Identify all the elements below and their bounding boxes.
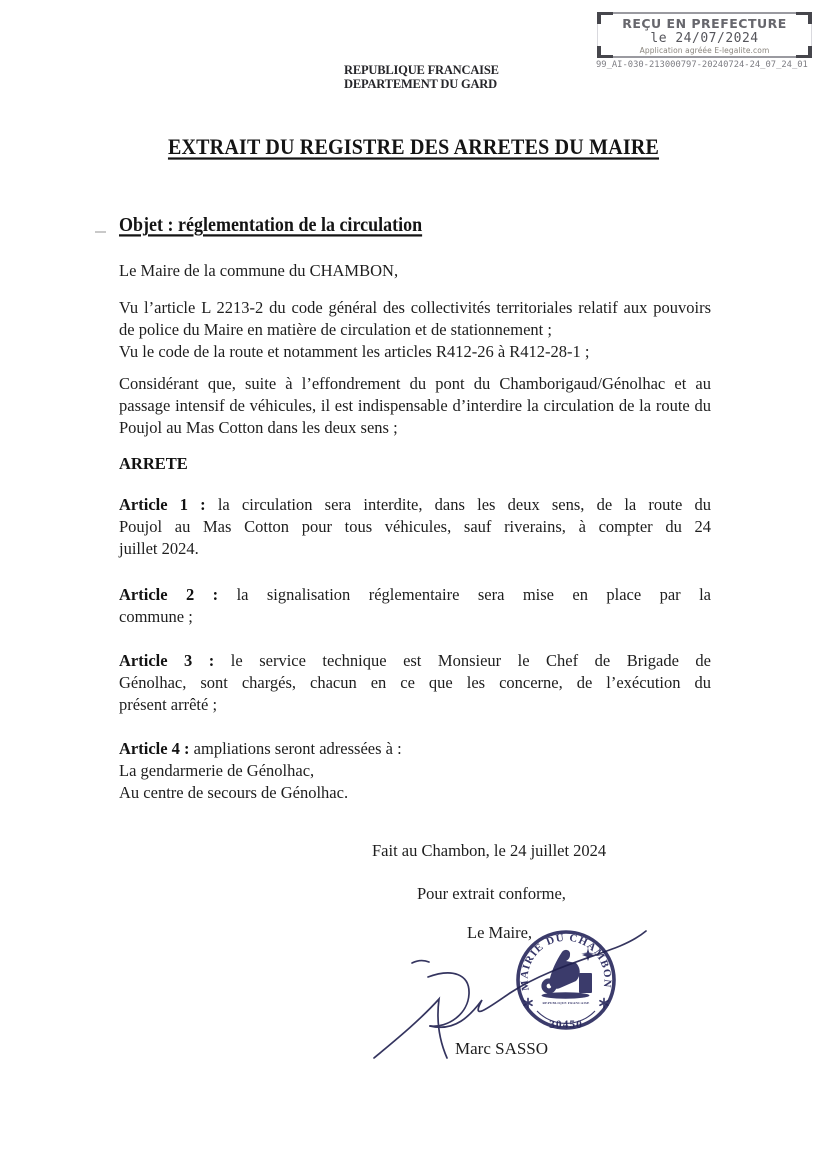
document-title: EXTRAIT DU REGISTRE DES ARRETES DU MAIRE <box>167 135 660 160</box>
paragraph-line: passage intensif de véhicules, il est indispensable d’interdire la circulation de la route du <box>119 396 711 415</box>
considerant-paragraph <box>119 373 711 439</box>
seal-top-text: MAIRIE DU CHAMBON <box>519 932 613 992</box>
receipt-title: REÇU EN PREFECTURE <box>622 16 787 31</box>
paragraph-line: commune ; <box>119 607 193 626</box>
stamp-corner-icon <box>796 12 812 24</box>
paragraph-line <box>119 650 711 672</box>
paragraph-line: Vu l’article L 2213-2 du code général des collectivités territoriales relatif aux pouvoirs <box>119 298 711 317</box>
paragraph-line: présent arrêté ; <box>119 695 218 714</box>
paragraph-line: Génolhac, sont chargés, chacun en ce que les concerne, de l’exécution du <box>119 673 711 692</box>
paragraph-line: juillet 2024. <box>119 539 199 558</box>
prefecture-receipt-stamp <box>597 12 812 58</box>
article-label: Article 2 : <box>119 585 219 604</box>
seal-center-text: REPUBLIQUE FRANCAISE <box>542 1001 590 1005</box>
extract-line: Pour extrait conforme, <box>417 884 566 903</box>
paragraph-line <box>119 584 711 606</box>
receipt-application: Application agréée E-legalite.com <box>639 46 770 55</box>
article-1 <box>119 494 711 560</box>
arrete-label: ARRETE <box>119 454 188 473</box>
receipt-code: 99_AI-030-213000797-20240724-24_07_24_01 <box>596 60 808 70</box>
article-4 <box>119 738 711 804</box>
paragraph-line: Considérant que, suite à l’effondrement du pont du Chamborigaud/Génolhac et au <box>119 374 711 393</box>
paragraph-line: Le Maire de la commune du CHAMBON, <box>119 261 399 280</box>
paragraph-line: Poujol au Mas Cotton dans les deux sens ; <box>119 418 398 437</box>
subject-line: Objet : réglementation de la circulation <box>119 213 423 236</box>
signer-title: Le Maire, <box>467 923 533 942</box>
handwritten-signature <box>330 915 790 1080</box>
article-2 <box>119 584 711 628</box>
article-label: Article 4 : <box>119 739 190 758</box>
republic-line: REPUBLIQUE FRANCAISE <box>344 63 499 77</box>
article-label: Article 3 : <box>119 651 215 670</box>
stamp-corner-icon <box>597 46 613 58</box>
paragraph-line: Au centre de secours de Génolhac. <box>119 783 349 802</box>
paragraph-line: Poujol au Mas Cotton pour tous véhicules, sauf riverains, à compter du 24 <box>119 517 711 536</box>
department-line: DEPARTEMENT DU GARD <box>344 77 497 91</box>
paragraph-line: Vu le code de la route et notamment les articles R412-26 à R412-28-1 ; <box>119 342 590 361</box>
paragraph-line <box>119 738 711 760</box>
seal-postal-code: 30450 <box>549 1019 583 1031</box>
place-date-line: Fait au Chambon, le 24 juillet 2024 <box>372 841 607 860</box>
arrete-heading <box>119 453 711 475</box>
scan-artifact-dash <box>95 231 106 233</box>
paragraph-line <box>119 494 711 516</box>
paragraph-line: de police du Maire en matière de circulation et de stationnement ; <box>119 320 552 339</box>
article-text: le service technique est Monsieur le Chef de Brigade de <box>230 651 711 670</box>
paragraph-line: La gendarmerie de Génolhac, <box>119 761 315 780</box>
article-text: la circulation sera interdite, dans les deux sens, de la route du <box>217 495 712 514</box>
article-text: la signalisation réglementaire sera mise en place par la <box>236 585 712 604</box>
republic-header <box>344 63 499 91</box>
signer-name: Marc SASSO <box>455 1039 549 1058</box>
vu-paragraph <box>119 297 711 363</box>
receipt-date: le 24/07/2024 <box>650 31 759 46</box>
article-3 <box>119 650 711 716</box>
article-label: Article 1 : <box>119 495 206 514</box>
stamp-corner-icon <box>597 12 613 24</box>
intro-paragraph <box>119 260 711 282</box>
stamp-corner-icon <box>796 46 812 58</box>
article-text: ampliations seront adressées à : <box>193 739 402 758</box>
